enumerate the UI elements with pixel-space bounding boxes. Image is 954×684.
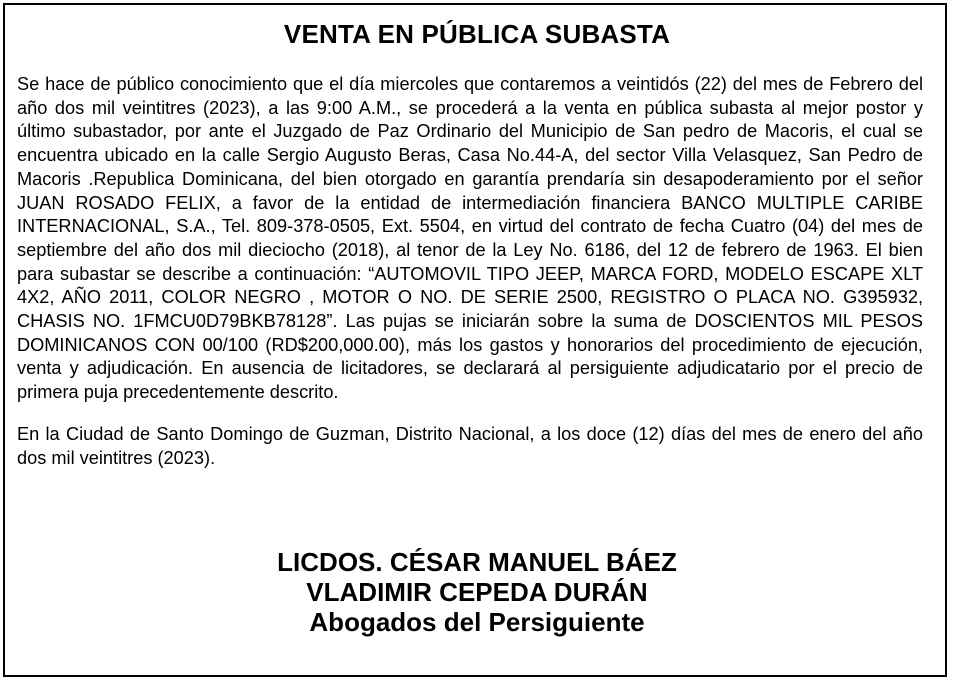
notice-body bbox=[17, 73, 923, 470]
notice-title: VENTA EN PÚBLICA SUBASTA bbox=[283, 19, 671, 49]
signature-block bbox=[0, 547, 954, 637]
signature-line-role: Abogados del Persiguiente bbox=[309, 607, 645, 637]
signature-line-lawyer-2: VLADIMIR CEPEDA DURÁN bbox=[306, 577, 648, 607]
signature-line-lawyer-1: LICDOS. CÉSAR MANUEL BÁEZ bbox=[277, 547, 677, 577]
place-date-paragraph: En la Ciudad de Santo Domingo de Guzman, Distrito Nacional, a los doce (12) días del mes de enero del año dos mil veintitres (2023). bbox=[17, 423, 923, 468]
auction-details-paragraph: Se hace de público conocimiento que el día miercoles que contaremos a veintidós (22) del mes de Febrero del año dos mil veintitres (2023), a las 9:00 A.M., se procederá a la venta en pública subasta al mejor postor y último subastador, por ante el Juzgado de Paz Ordinario del Municipio de San pedro de Macoris, el cual se encuentra ubicado en la calle Sergio Augusto Beras, Casa No.44-A, del sector Villa Velasquez, San Pedro de Macoris .Republica Dominicana, del bien otorgado en garantía prendaría sin desapoderamiento por el señor JUAN ROSADO FELIX, a favor de la entidad de intermediación financiera BANCO MULTIPLE CARIBE INTERNACIONAL, S.A., Tel. 809-378-0505, Ext. 5504, en virtud del contrato de fecha Cuatro (04) del mes de septiembre del año dos mil dieciocho (2018), al tenor de la Ley No. 6186, del 12 de febrero de 1963. El bien para subastar se describe a continuación: “AUTOMOVIL TIPO JEEP, MARCA FORD, MODELO ESCAPE XLT 4X2, AÑO 2011, COLOR NEGRO , MOTOR O NO. DE SERIE 2500, REGISTRO O PLACA NO. G395932, CHASIS NO. 1FMCU0D79BKB78128”. Las pujas se iniciarán sobre la suma de DOSCIENTOS MIL PESOS DOMINICANOS CON 00/100 (RD$200,000.00), más los gastos y honorarios del procedimiento de ejecución, venta y adjudicación. En ausencia de licitadores, se declarará al persiguiente adjudicatario por el precio de primera puja precedentemente descrito. bbox=[17, 74, 923, 403]
